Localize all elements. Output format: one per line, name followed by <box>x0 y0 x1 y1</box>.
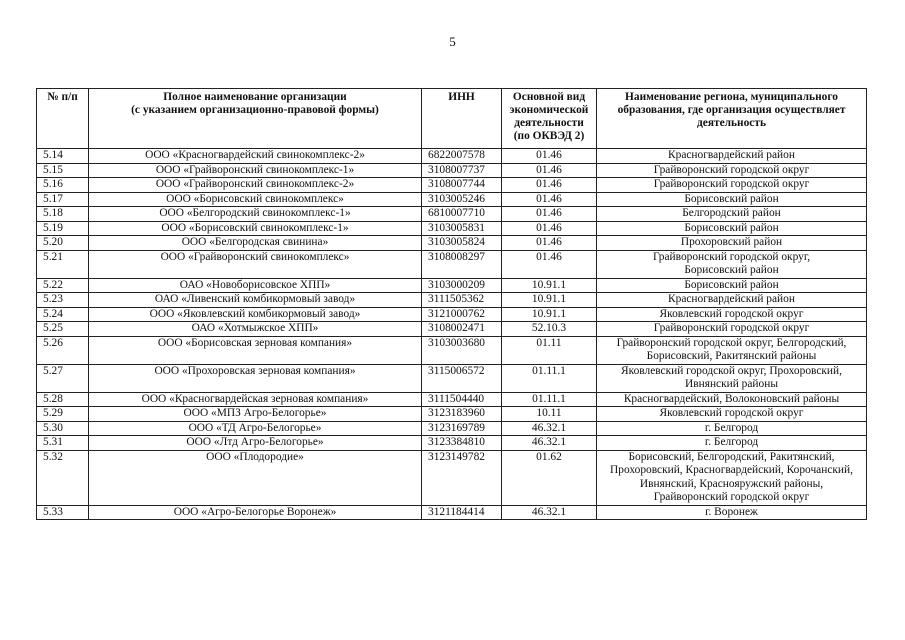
table-row <box>37 436 867 451</box>
okved-cell: 46.32.1 <box>502 436 597 451</box>
region-line: Грайворонский городской округ <box>653 163 810 176</box>
organization-name-cell: ООО «Агро-Белогорье Воронеж» <box>89 505 422 520</box>
region-line: Борисовский, Белгородский, Ракитянский, <box>628 450 835 463</box>
header-region-line: образования, где организация осуществляет <box>617 104 846 116</box>
inn-cell: 6810007710 <box>422 207 502 222</box>
okved-cell: 01.11 <box>502 336 597 364</box>
table-row <box>37 221 867 236</box>
okved-cell: 01.46 <box>502 236 597 251</box>
table-row <box>37 236 867 251</box>
row-number-cell: 5.33 <box>37 505 89 520</box>
region-cell <box>597 336 867 364</box>
row-number-cell: 5.31 <box>37 436 89 451</box>
region-line: Яковлевский городской округ <box>659 307 804 320</box>
okved-cell: 01.46 <box>502 163 597 178</box>
table-row <box>37 293 867 308</box>
region-line: Грайворонский городской округ <box>653 491 810 503</box>
inn-cell: 3103005831 <box>422 221 502 236</box>
row-number-cell: 5.16 <box>37 178 89 193</box>
row-number-cell: 5.30 <box>37 421 89 436</box>
organization-name-cell: ОАО «Ливенский комбикормовый завод» <box>89 293 422 308</box>
table-row <box>37 505 867 520</box>
table-row <box>37 250 867 278</box>
table-row <box>37 307 867 322</box>
region-cell <box>597 207 867 222</box>
organization-name-cell: ООО «Борисовская зерновая компания» <box>89 336 422 364</box>
organization-name-cell: ООО «Лтд Агро-Белогорье» <box>89 436 422 451</box>
okved-cell: 46.32.1 <box>502 505 597 520</box>
region-line: Грайворонский городской округ, <box>652 250 811 263</box>
table-row <box>37 207 867 222</box>
inn-cell: 3123149782 <box>422 450 502 505</box>
organizations-table <box>36 88 867 520</box>
region-cell <box>597 392 867 407</box>
organization-name-cell: ООО «Прохоровская зерновая компания» <box>89 364 422 392</box>
table-row <box>37 392 867 407</box>
okved-cell: 10.91.1 <box>502 307 597 322</box>
inn-cell: 6822007578 <box>422 149 502 164</box>
inn-cell: 3123183960 <box>422 407 502 422</box>
row-number-cell: 5.20 <box>37 236 89 251</box>
inn-cell: 3103005824 <box>422 236 502 251</box>
organization-name-cell: ООО «Борисовский свинокомплекс-1» <box>89 221 422 236</box>
okved-cell: 01.62 <box>502 450 597 505</box>
header-okved <box>502 89 597 149</box>
page-number: 5 <box>449 34 456 49</box>
organization-name-cell: ООО «Грайворонский свинокомплекс-1» <box>89 163 422 178</box>
okved-cell: 10.11 <box>502 407 597 422</box>
okved-cell: 01.46 <box>502 178 597 193</box>
region-cell <box>597 307 867 322</box>
region-cell <box>597 149 867 164</box>
region-line: Красногвардейский, Волоконовский районы <box>623 392 840 405</box>
header-name-line: Полное наименование организации <box>163 91 347 103</box>
inn-cell: 3108002471 <box>422 322 502 337</box>
row-number-cell: 5.23 <box>37 293 89 308</box>
region-cell <box>597 250 867 278</box>
row-number-cell: 5.32 <box>37 450 89 505</box>
organization-name-cell: ООО «Красногвардейская зерновая компания» <box>89 392 422 407</box>
header-region <box>597 89 867 149</box>
inn-cell: 3121000762 <box>422 307 502 322</box>
row-number-cell: 5.24 <box>37 307 89 322</box>
region-cell <box>597 322 867 337</box>
row-number-cell: 5.21 <box>37 250 89 278</box>
organization-name-cell: ОАО «Хотмыжское ХПП» <box>89 322 422 337</box>
inn-cell: 3108007744 <box>422 178 502 193</box>
inn-cell: 3108007737 <box>422 163 502 178</box>
region-cell <box>597 505 867 520</box>
organization-name-cell: ООО «Яковлевский комбикормовый завод» <box>89 307 422 322</box>
region-line: г. Белгород <box>704 421 759 434</box>
region-line: Грайворонский городской округ <box>653 322 810 334</box>
table-row <box>37 322 867 337</box>
region-cell <box>597 192 867 207</box>
row-number-cell: 5.28 <box>37 392 89 407</box>
header-name-line: (с указанием организационно-правовой формы) <box>131 104 379 116</box>
region-line: Яковлевский городской округ <box>659 407 804 419</box>
row-number-cell: 5.26 <box>37 336 89 364</box>
table-row <box>37 192 867 207</box>
table-row <box>37 336 867 364</box>
inn-cell: 3121184414 <box>422 505 502 520</box>
table-header-row <box>37 89 867 149</box>
region-line: г. Белгород <box>704 436 759 448</box>
table-row <box>37 178 867 193</box>
region-cell <box>597 450 867 505</box>
row-number-cell: 5.22 <box>37 278 89 293</box>
header-number-text: № п/п <box>47 91 78 103</box>
organization-name-cell: ООО «Плодородие» <box>89 450 422 505</box>
inn-cell: 3123169789 <box>422 421 502 436</box>
region-line: Ивнянский, Краснояружский районы, <box>639 477 824 490</box>
row-number-cell: 5.14 <box>37 149 89 164</box>
table-row <box>37 407 867 422</box>
row-number-cell: 5.18 <box>37 207 89 222</box>
region-line: Красногвардейский район <box>668 293 795 305</box>
region-cell <box>597 421 867 436</box>
region-line: Борисовский район <box>684 221 779 234</box>
okved-cell: 10.91.1 <box>502 293 597 308</box>
inn-cell: 3115006572 <box>422 364 502 392</box>
row-number-cell: 5.29 <box>37 407 89 422</box>
region-cell <box>597 178 867 193</box>
table-row <box>37 450 867 505</box>
region-cell <box>597 293 867 308</box>
region-line: Борисовский район <box>684 278 779 291</box>
organization-name-cell: ООО «Грайворонский свинокомплекс-2» <box>89 178 422 193</box>
okved-cell: 01.46 <box>502 250 597 278</box>
inn-cell: 3123384810 <box>422 436 502 451</box>
inn-cell: 3103003680 <box>422 336 502 364</box>
row-number-cell: 5.17 <box>37 192 89 207</box>
row-number-cell: 5.15 <box>37 163 89 178</box>
region-cell <box>597 407 867 422</box>
region-cell <box>597 278 867 293</box>
header-okved-line: (по ОКВЭД 2) <box>513 130 585 142</box>
region-line: Красногвардейский район <box>668 149 795 161</box>
organization-name-cell: ООО «ТД Агро-Белогорье» <box>89 421 422 436</box>
organization-name-cell: ОАО «Новоборисовское ХПП» <box>89 278 422 293</box>
region-line: Прохоровский район <box>680 236 783 248</box>
row-number-cell: 5.19 <box>37 221 89 236</box>
organization-name-cell: ООО «Красногвардейский свинокомплекс-2» <box>89 149 422 164</box>
organization-name-cell: ООО «Белгородская свинина» <box>89 236 422 251</box>
inn-cell: 3103000209 <box>422 278 502 293</box>
region-cell <box>597 236 867 251</box>
organization-name-cell: ООО «Белгородский свинокомплекс-1» <box>89 207 422 222</box>
header-region-line: деятельность <box>697 117 766 129</box>
okved-cell: 01.11.1 <box>502 392 597 407</box>
table-row <box>37 278 867 293</box>
header-organization-name <box>89 89 422 149</box>
header-inn <box>422 89 502 149</box>
region-line: Борисовский, Ракитянский районы <box>646 350 817 362</box>
header-okved-line: Основной вид <box>512 91 586 103</box>
inn-cell: 3111504440 <box>422 392 502 407</box>
okved-cell: 10.91.1 <box>502 278 597 293</box>
inn-cell: 3111505362 <box>422 293 502 308</box>
table-row <box>37 163 867 178</box>
table-row <box>37 421 867 436</box>
region-line: Прохоровский, Красногвардейский, Корочанский, <box>610 464 853 476</box>
region-line: Ивнянский районы <box>685 378 778 390</box>
header-region-line: Наименование региона, муниципального <box>625 91 838 103</box>
organization-name-cell: ООО «МПЗ Агро-Белогорье» <box>89 407 422 422</box>
inn-cell: 3108008297 <box>422 250 502 278</box>
organization-name-cell: ООО «Борисовский свинокомплекс» <box>89 192 422 207</box>
table-body <box>37 149 867 520</box>
header-okved-line: экономической <box>509 104 589 116</box>
okved-cell: 01.11.1 <box>502 364 597 392</box>
region-line: Грайворонский городской округ, Белгородский, <box>616 336 847 349</box>
region-line: Грайворонский городской округ <box>653 178 810 190</box>
region-line: Яковлевский городской округ, Прохоровский, <box>621 364 842 377</box>
header-number <box>37 89 89 149</box>
table-row <box>37 149 867 164</box>
table-row <box>37 364 867 392</box>
region-line: г. Воронеж <box>705 505 758 518</box>
region-cell <box>597 221 867 236</box>
okved-cell: 01.46 <box>502 221 597 236</box>
okved-cell: 52.10.3 <box>502 322 597 337</box>
organization-name-cell: ООО «Грайворонский свинокомплекс» <box>89 250 422 278</box>
header-inn-text: ИНН <box>448 91 475 103</box>
row-number-cell: 5.25 <box>37 322 89 337</box>
inn-cell: 3103005246 <box>422 192 502 207</box>
region-line: Борисовский район <box>684 192 779 205</box>
region-line: Белгородский район <box>682 207 781 219</box>
region-line: Борисовский район <box>684 264 779 276</box>
region-cell <box>597 163 867 178</box>
header-okved-line: деятельности <box>514 117 584 129</box>
region-cell <box>597 436 867 451</box>
row-number-cell: 5.27 <box>37 364 89 392</box>
okved-cell: 01.46 <box>502 149 597 164</box>
okved-cell: 01.46 <box>502 207 597 222</box>
okved-cell: 01.46 <box>502 192 597 207</box>
okved-cell: 46.32.1 <box>502 421 597 436</box>
region-cell <box>597 364 867 392</box>
